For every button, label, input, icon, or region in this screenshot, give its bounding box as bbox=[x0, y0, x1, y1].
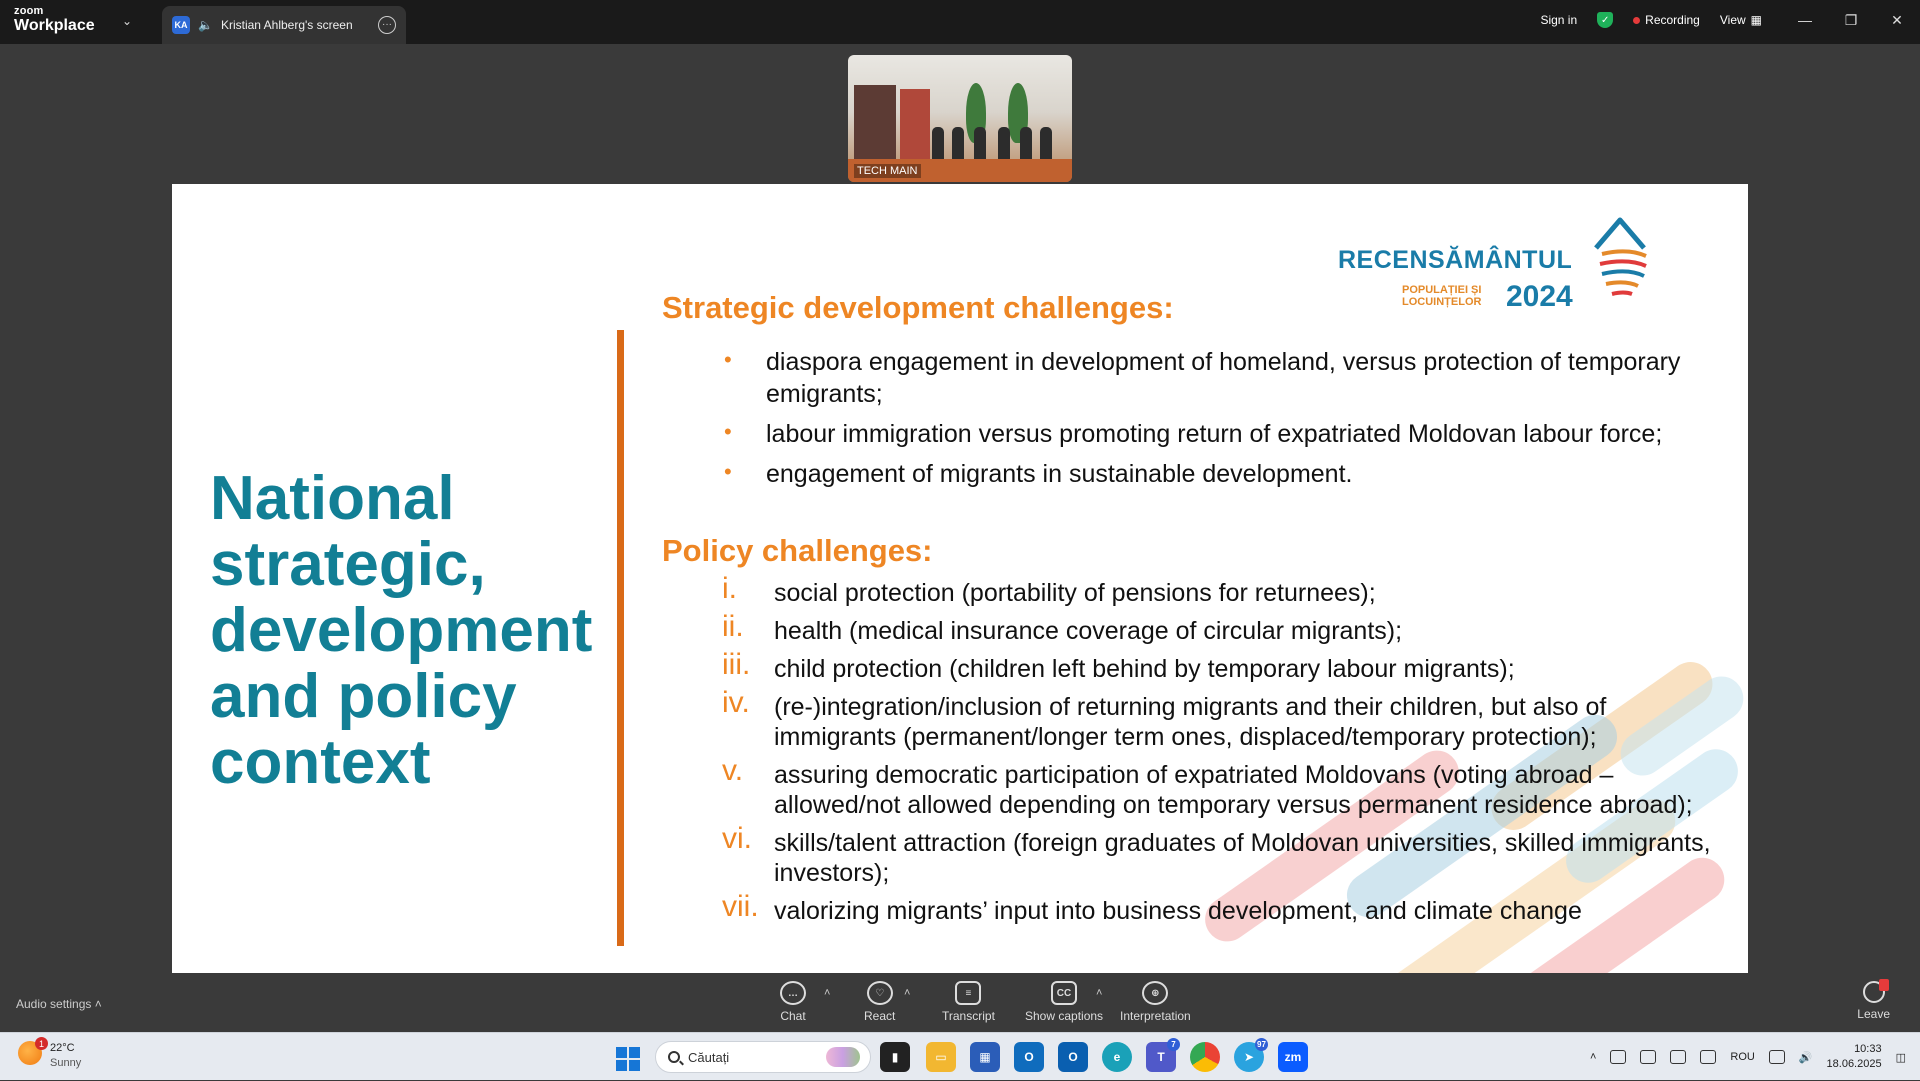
sun-icon bbox=[18, 1038, 44, 1065]
policy-text: assuring democratic participation of expatriated Moldovans (voting abroad – allowed/not allowed depending on temporary versus permanent residence abroad); bbox=[774, 761, 1693, 819]
list-item bbox=[662, 648, 1722, 684]
system-tray bbox=[1590, 1033, 1906, 1081]
leave-button[interactable] bbox=[1857, 981, 1890, 1021]
view-label: View bbox=[1719, 13, 1746, 27]
clock-time: 10:33 bbox=[1854, 1043, 1882, 1055]
weather-badge: 1 bbox=[35, 1037, 48, 1050]
audio-settings-label: Audio settings bbox=[16, 997, 92, 1011]
interpretation-button[interactable] bbox=[1120, 981, 1191, 1023]
roman-numeral: i. bbox=[722, 572, 737, 605]
network-icon[interactable] bbox=[1769, 1050, 1785, 1064]
zoom-icon[interactable]: zm bbox=[1278, 1042, 1308, 1072]
cc-icon: CC bbox=[1051, 981, 1077, 1005]
cloud-sync-icon[interactable] bbox=[1610, 1050, 1626, 1064]
strategic-bullet-list bbox=[662, 346, 1702, 498]
tab-label: Kristian Ahlberg's screen bbox=[220, 18, 353, 32]
bullet-text: labour immigration versus promoting return of expatriated Moldovan labour force; bbox=[766, 420, 1663, 448]
shield-icon[interactable]: ✓ bbox=[1597, 12, 1613, 28]
list-item bbox=[662, 686, 1722, 752]
roman-numeral: v. bbox=[722, 754, 744, 787]
temperature: 22°C bbox=[50, 1042, 75, 1054]
chat-label: Chat bbox=[780, 1009, 806, 1023]
vertical-divider bbox=[617, 330, 624, 946]
policy-list bbox=[662, 572, 1722, 934]
logo-year: 2024 bbox=[1506, 280, 1573, 313]
transcript-label: Transcript bbox=[942, 1009, 995, 1023]
tab-shared-screen[interactable] bbox=[162, 6, 406, 44]
roman-numeral: iii. bbox=[722, 648, 751, 681]
list-item bbox=[662, 418, 1702, 450]
teams-icon[interactable]: T 7 bbox=[1146, 1042, 1176, 1072]
captions-chevron-up-icon[interactable]: ˄ bbox=[1096, 987, 1103, 999]
record-dot-icon bbox=[1633, 17, 1640, 24]
notification-icon[interactable]: ◫ bbox=[1895, 1051, 1906, 1064]
view-button[interactable] bbox=[1720, 13, 1762, 27]
bullet-icon: • bbox=[724, 459, 732, 484]
brand-large: Workplace bbox=[14, 17, 95, 34]
brand-small: zoom bbox=[14, 5, 44, 17]
task-view-icon[interactable]: ▮ bbox=[880, 1042, 910, 1072]
policy-text: social protection (portability of pensions for returnees); bbox=[774, 579, 1376, 607]
teams-badge: 7 bbox=[1167, 1038, 1180, 1051]
shared-slide bbox=[172, 184, 1748, 973]
bullet-text: engagement of migrants in sustainable development. bbox=[766, 460, 1353, 488]
leave-label: Leave bbox=[1857, 1007, 1890, 1021]
video-person bbox=[998, 127, 1010, 161]
search-icon bbox=[668, 1051, 680, 1063]
security-icon[interactable] bbox=[1640, 1050, 1656, 1064]
file-explorer-icon[interactable]: ▭ bbox=[926, 1042, 956, 1072]
transcript-button[interactable] bbox=[942, 981, 995, 1023]
logo-main-text: RECENSĂMÂNTUL bbox=[1338, 246, 1573, 274]
heart-icon: ♡ bbox=[867, 981, 893, 1005]
list-item bbox=[662, 890, 1722, 926]
policy-text: child protection (children left behind by temporary labour migrants); bbox=[774, 655, 1515, 683]
minimize-icon[interactable]: — bbox=[1798, 12, 1812, 28]
policy-text: skills/talent attraction (foreign graduates of Moldovan universities, skilled immigrants, investors); bbox=[774, 829, 1711, 887]
system-clock[interactable] bbox=[1827, 1042, 1882, 1072]
search-placeholder: Căutați bbox=[688, 1049, 730, 1065]
outlook-icon[interactable]: O bbox=[1014, 1042, 1044, 1072]
video-person bbox=[974, 127, 986, 161]
list-item bbox=[662, 610, 1722, 646]
outlook-classic-icon[interactable]: O bbox=[1058, 1042, 1088, 1072]
chat-icon: … bbox=[780, 981, 806, 1005]
policy-heading: Policy challenges: bbox=[662, 533, 933, 568]
edge-icon[interactable]: e bbox=[1102, 1042, 1132, 1072]
telegram-icon[interactable]: ➤ 97 bbox=[1234, 1042, 1264, 1072]
grid-icon: ▦ bbox=[1750, 13, 1762, 27]
telegram-badge: 97 bbox=[1255, 1038, 1268, 1051]
weather-widget[interactable] bbox=[18, 1038, 82, 1071]
avatar: KA bbox=[172, 16, 190, 34]
weather-text bbox=[50, 1041, 81, 1071]
roman-numeral: ii. bbox=[722, 610, 744, 643]
speaker-icon: 🔈 bbox=[198, 18, 213, 32]
more-options-icon[interactable]: ··· bbox=[378, 16, 396, 34]
list-item bbox=[662, 754, 1722, 820]
zoom-workplace-logo[interactable] bbox=[14, 6, 95, 34]
weather-condition: Sunny bbox=[50, 1057, 82, 1069]
language-indicator[interactable]: ROU bbox=[1730, 1051, 1755, 1063]
video-banner bbox=[900, 89, 930, 165]
list-item bbox=[662, 346, 1702, 410]
react-chevron-up-icon[interactable]: ˄ bbox=[904, 987, 911, 999]
policy-text: health (medical insurance coverage of circular migrants); bbox=[774, 617, 1403, 645]
roman-numeral: vii. bbox=[722, 890, 759, 923]
chevron-down-icon[interactable]: ⌄ bbox=[122, 14, 133, 28]
logo-sub-line2: LOCUINȚELOR bbox=[1402, 296, 1482, 308]
audio-settings-button[interactable] bbox=[16, 997, 102, 1011]
bullet-icon: • bbox=[724, 419, 732, 444]
video-person bbox=[952, 127, 964, 161]
store-icon[interactable]: ▦ bbox=[970, 1042, 1000, 1072]
chevron-up-icon: ˄ bbox=[94, 997, 102, 1011]
recording-label: Recording bbox=[1645, 13, 1700, 27]
list-item bbox=[662, 822, 1722, 888]
policy-text: valorizing migrants’ input into business development, and climate change bbox=[774, 897, 1582, 925]
clock-date: 18.06.2025 bbox=[1826, 1058, 1882, 1070]
roman-numeral: vi. bbox=[722, 822, 752, 855]
strategic-heading: Strategic development challenges: bbox=[662, 290, 1174, 325]
video-name-label: TECH MAIN bbox=[854, 164, 921, 178]
participant-video[interactable] bbox=[848, 55, 1072, 182]
windows-start-icon[interactable] bbox=[616, 1047, 640, 1071]
titlebar-tools bbox=[1540, 0, 1920, 40]
close-icon[interactable]: ✕ bbox=[1891, 11, 1903, 28]
list-item bbox=[662, 572, 1722, 608]
slide-title: National strategic, development and policy context bbox=[210, 464, 593, 797]
search-highlight-icon bbox=[826, 1047, 860, 1067]
logo-sub-text bbox=[1402, 284, 1481, 308]
meeting-controls bbox=[0, 973, 1920, 1029]
video-banner bbox=[854, 85, 896, 167]
shield-tray-icon[interactable] bbox=[1670, 1050, 1686, 1064]
recording-indicator[interactable] bbox=[1633, 13, 1700, 27]
video-person bbox=[932, 127, 944, 161]
list-item bbox=[662, 458, 1702, 490]
chevron-up-icon[interactable]: ˄ bbox=[1589, 1051, 1597, 1063]
chrome-icon[interactable] bbox=[1190, 1042, 1220, 1072]
captions-label: Show captions bbox=[1025, 1009, 1104, 1023]
globe-icon: ⊕ bbox=[1142, 981, 1168, 1005]
bullet-text: diaspora engagement in development of homeland, versus protection of temporary emigrants; bbox=[766, 348, 1681, 408]
react-label: React bbox=[864, 1009, 896, 1023]
video-person bbox=[1020, 127, 1032, 161]
video-person bbox=[1040, 127, 1052, 161]
house-emblem-icon bbox=[1588, 214, 1652, 300]
leave-icon bbox=[1863, 981, 1885, 1003]
chat-chevron-up-icon[interactable]: ˄ bbox=[824, 987, 831, 999]
transcript-icon: ≡ bbox=[955, 981, 981, 1005]
taskbar-search[interactable] bbox=[655, 1041, 871, 1073]
captions-button[interactable] bbox=[1025, 981, 1103, 1023]
sign-in-button[interactable]: Sign in bbox=[1540, 13, 1578, 27]
zoom-titlebar bbox=[0, 0, 1920, 44]
chat-button[interactable] bbox=[780, 981, 806, 1023]
policy-text: (re-)integration/inclusion of returning migrants and their children, but also of immigrants (permanent/longer term ones, displaced/temporary protection); bbox=[774, 693, 1607, 751]
restore-icon[interactable]: ❐ bbox=[1844, 11, 1858, 28]
interpretation-label: Interpretation bbox=[1120, 1009, 1191, 1023]
logo-sub-line1: POPULAȚIEI ȘI bbox=[1402, 284, 1482, 296]
react-button[interactable] bbox=[864, 981, 895, 1023]
defender-icon[interactable] bbox=[1700, 1050, 1716, 1064]
volume-icon[interactable]: 🔊 bbox=[1798, 1051, 1813, 1064]
census-logo bbox=[1338, 202, 1658, 313]
roman-numeral: iv. bbox=[722, 686, 750, 719]
bullet-icon: • bbox=[724, 347, 732, 372]
windows-taskbar bbox=[0, 1032, 1920, 1080]
